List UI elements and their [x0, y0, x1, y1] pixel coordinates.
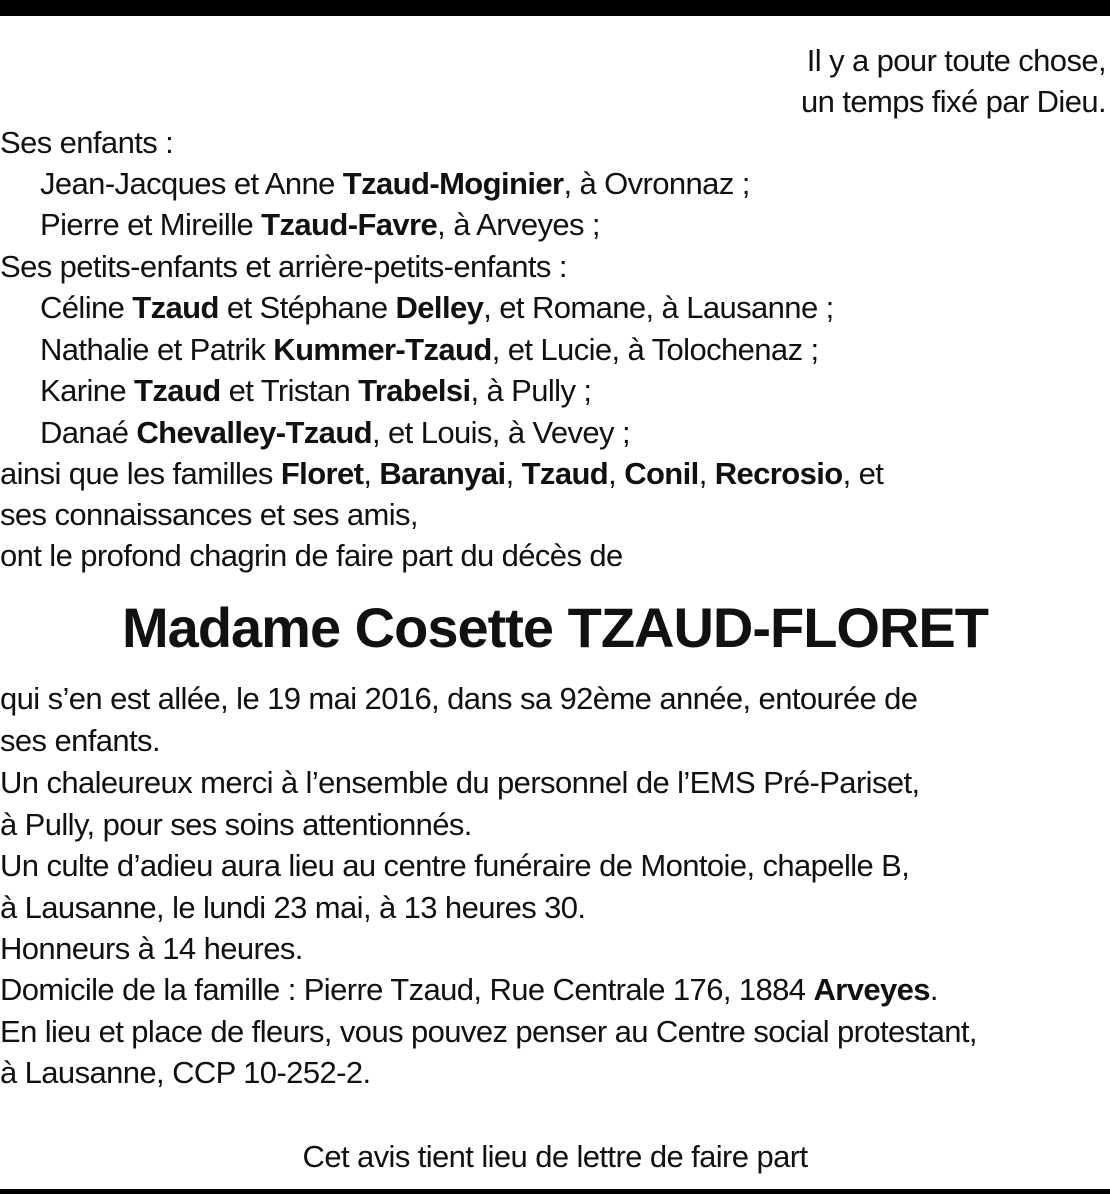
body-line-4: à Pully, pour ses soins attentionnés. — [0, 807, 472, 842]
grandchild-text: , et Lucie, à Tolochenaz ; — [491, 332, 819, 367]
family-name: Floret — [280, 456, 364, 491]
family-name: Recrosio — [714, 456, 843, 491]
grandchild-text: Karine — [40, 373, 135, 408]
grandchild-text: , à Pully ; — [470, 373, 592, 408]
child-family-name: Tzaud-Favre — [261, 207, 438, 242]
families-text: , et — [842, 456, 884, 491]
body-line-10: à Lausanne, CCP 10-252-2. — [0, 1055, 371, 1090]
child-entry-1 — [40, 163, 750, 204]
epigraph-line-2: un temps fixé par Dieu. — [801, 84, 1106, 119]
families-separator: , — [363, 456, 380, 491]
grandchild-entry-4 — [40, 412, 630, 453]
body-line-6: à Lausanne, le lundi 23 mai, à 13 heures 30. — [0, 890, 586, 925]
top-rule — [0, 0, 1110, 16]
grandchildren-heading: Ses petits-enfants et arrière-petits-enfants : — [0, 249, 567, 284]
grandchild-name: Trabelsi — [358, 373, 471, 408]
family-name: Tzaud — [521, 456, 609, 491]
grandchild-text: et Stéphane — [218, 290, 396, 325]
body-line-8 — [0, 969, 938, 1010]
grandchild-text: , et Romane, à Lausanne ; — [483, 290, 834, 325]
body-line-5: Un culte d’adieu aura lieu au centre funéraire de Montoie, chapelle B, — [0, 848, 910, 883]
grandchild-text: Nathalie et Patrik — [40, 332, 274, 367]
child-family-name: Tzaud-Moginier — [342, 166, 564, 201]
domicile-text: Domicile de la famille : Pierre Tzaud, Rue Centrale 176, 1884 — [0, 972, 814, 1007]
grandchild-text: , et Louis, à Vevey ; — [372, 415, 630, 450]
families-separator: , — [608, 456, 625, 491]
grandchild-text: Danaé — [40, 415, 137, 450]
friends-line: ses connaissances et ses amis, — [0, 497, 418, 532]
child-entry-2 — [40, 204, 600, 245]
grandchild-name: Tzaud — [132, 290, 219, 325]
children-heading: Ses enfants : — [0, 125, 174, 160]
body-line-7: Honneurs à 14 heures. — [0, 931, 303, 966]
footer-note: Cet avis tient lieu de lettre de faire part — [302, 1139, 808, 1174]
bottom-rule — [0, 1189, 1110, 1194]
grandchild-name: Tzaud — [134, 373, 221, 408]
grandchild-name: Kummer-Tzaud — [273, 332, 492, 367]
body-line-2: ses enfants. — [0, 723, 160, 758]
epigraph-line-1: Il y a pour toute chose, — [806, 43, 1106, 78]
child-entry-text: , à Arveyes ; — [437, 207, 600, 242]
families-separator: , — [698, 456, 715, 491]
announcement-line: ont le profond chagrin de faire part du décès de — [0, 538, 623, 573]
domicile-place: Arveyes — [813, 972, 930, 1007]
grandchild-text: et Tristan — [220, 373, 359, 408]
families-text: ainsi que les familles — [0, 456, 281, 491]
family-name: Conil — [624, 456, 699, 491]
families-separator: , — [505, 456, 522, 491]
body-line-9: En lieu et place de fleurs, vous pouvez penser au Centre social protestant, — [0, 1014, 977, 1049]
grandchild-entry-1 — [40, 287, 834, 328]
grandchild-entry-3 — [40, 370, 591, 411]
domicile-text: . — [929, 972, 938, 1007]
grandchild-text: Céline — [40, 290, 133, 325]
child-entry-text: , à Ovronnaz ; — [563, 166, 750, 201]
body-line-1: qui s’en est allée, le 19 mai 2016, dans sa 92ème année, entourée de — [0, 681, 918, 716]
family-name: Baranyai — [379, 456, 506, 491]
grandchild-name: Chevalley-Tzaud — [136, 415, 372, 450]
body-line-3: Un chaleureux merci à l’ensemble du personnel de l’EMS Pré-Pariset, — [0, 765, 920, 800]
grandchild-name: Delley — [395, 290, 484, 325]
grandchild-entry-2 — [40, 329, 819, 370]
child-entry-text: Pierre et Mireille — [40, 207, 262, 242]
child-entry-text: Jean-Jacques et Anne — [40, 166, 343, 201]
families-line — [0, 453, 883, 494]
deceased-name: Madame Cosette TZAUD-FLORET — [122, 596, 988, 659]
